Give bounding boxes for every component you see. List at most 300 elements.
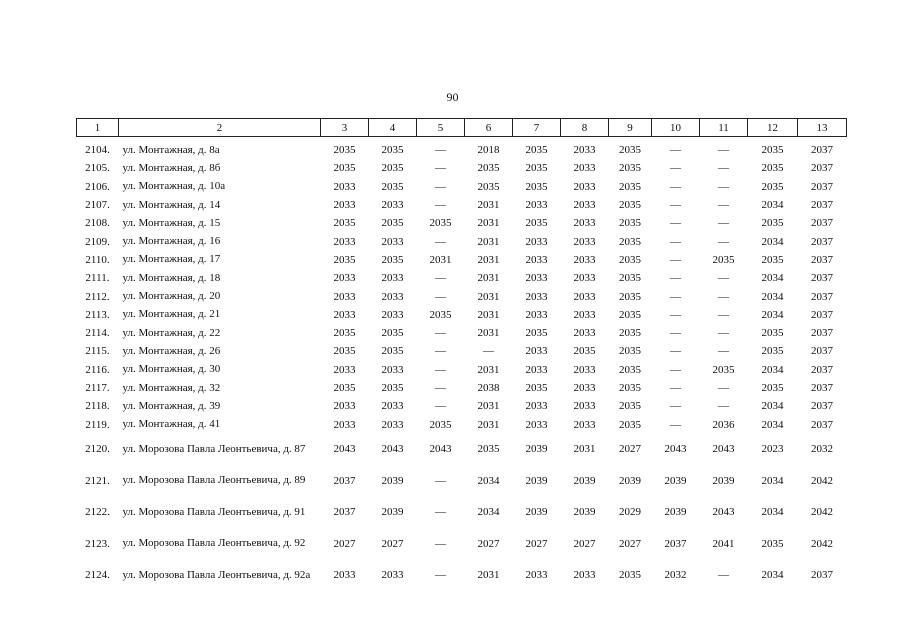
- year-cell-col-4: 2027: [381, 537, 404, 550]
- year-cell-col-7: 2035: [525, 327, 548, 340]
- year-cell-col-13: 2042: [811, 506, 833, 519]
- year-cell-col-11: 2043: [712, 506, 735, 519]
- row-number: 2105.: [85, 162, 110, 175]
- year-cell-col-10: —: [670, 418, 681, 431]
- table-row: [77, 269, 847, 287]
- year-cell-col-11: —: [718, 272, 729, 285]
- row-number: 2114.: [85, 327, 110, 340]
- year-cell-col-7: 2033: [525, 418, 548, 431]
- year-cell-col-3: 2033: [333, 180, 356, 193]
- year-cell-col-8: 2033: [573, 327, 596, 340]
- year-cell-col-8: 2033: [573, 418, 596, 431]
- year-cell-col-12: 2034: [761, 308, 784, 321]
- year-cell-col-3: 2035: [333, 327, 356, 340]
- year-cell-col-13: 2037: [811, 235, 833, 248]
- row-number: 2124.: [85, 569, 110, 581]
- year-cell-col-11: —: [718, 308, 729, 321]
- year-cell-col-4: 2035: [381, 253, 404, 266]
- year-cell-col-11: —: [718, 290, 729, 303]
- row-number: 2111.: [85, 272, 110, 285]
- year-cell-col-11: —: [718, 144, 729, 157]
- year-cell-col-5: 2035: [429, 308, 452, 321]
- year-cell-col-9: 2035: [619, 308, 641, 321]
- year-cell-col-10: —: [670, 272, 681, 285]
- year-cell-col-5: —: [435, 537, 446, 550]
- year-cell-col-7: 2035: [525, 180, 548, 193]
- year-cell-col-6: 2031: [477, 400, 500, 413]
- table-row: [77, 361, 847, 379]
- table-row: [77, 559, 847, 590]
- year-cell-col-3: 2033: [333, 308, 356, 321]
- year-cell-col-7: 2033: [525, 363, 548, 376]
- year-cell-col-10: 2032: [664, 569, 687, 581]
- table-row: [77, 196, 847, 214]
- year-cell-col-4: 2035: [381, 382, 404, 394]
- year-cell-col-12: 2034: [761, 272, 784, 285]
- table-row: [77, 306, 847, 324]
- page-number: 90: [446, 90, 459, 104]
- year-cell-col-4: 2035: [381, 327, 404, 340]
- year-cell-col-11: —: [718, 235, 729, 248]
- column-header-4: 4: [369, 119, 417, 137]
- year-cell-col-7: 2033: [525, 345, 548, 358]
- year-cell-col-12: 2035: [761, 345, 784, 358]
- year-cell-col-9: 2035: [619, 180, 641, 193]
- column-header-8: 8: [561, 119, 609, 137]
- year-cell-col-13: 2037: [811, 345, 833, 358]
- year-cell-col-3: 2035: [333, 217, 356, 230]
- row-number: 2104.: [85, 144, 110, 157]
- year-cell-col-3: 2037: [333, 474, 356, 487]
- year-cell-col-11: 2041: [712, 537, 735, 550]
- year-cell-col-7: 2027: [525, 537, 548, 550]
- row-number: 2116.: [85, 363, 110, 376]
- address-cell: ул. Морозова Павла Леонтьевича, д. 91: [122, 505, 306, 518]
- year-cell-col-6: 2031: [477, 199, 500, 212]
- year-cell-col-7: 2039: [525, 443, 548, 456]
- address-cell: ул. Монтажная, д. 20: [122, 290, 221, 303]
- year-cell-col-11: —: [718, 569, 729, 581]
- year-cell-col-7: 2035: [525, 144, 548, 157]
- year-cell-col-7: 2033: [525, 199, 548, 212]
- year-cell-col-3: 2033: [333, 272, 356, 285]
- year-cell-col-11: 2035: [712, 363, 735, 376]
- row-number: 2115.: [85, 345, 110, 358]
- year-cell-col-10: —: [670, 382, 681, 394]
- year-cell-col-10: —: [670, 327, 681, 340]
- year-cell-col-13: 2037: [811, 272, 833, 285]
- year-cell-col-5: —: [435, 327, 446, 340]
- year-cell-col-9: 2035: [619, 217, 641, 230]
- year-cell-col-7: 2035: [525, 217, 548, 230]
- year-cell-col-4: 2033: [381, 308, 404, 321]
- year-cell-col-7: 2033: [525, 272, 548, 285]
- year-cell-col-13: 2037: [811, 400, 833, 413]
- year-cell-col-12: 2034: [761, 400, 784, 413]
- year-cell-col-3: 2033: [333, 400, 356, 413]
- year-cell-col-13: 2037: [811, 144, 833, 157]
- table-row: [77, 159, 847, 177]
- year-cell-col-13: 2037: [811, 382, 833, 394]
- year-cell-col-7: 2033: [525, 400, 548, 413]
- year-cell-col-8: 2039: [573, 506, 596, 519]
- year-cell-col-8: 2033: [573, 162, 596, 175]
- address-cell: ул. Монтажная, д. 10а: [122, 180, 226, 193]
- year-cell-col-12: 2034: [761, 474, 784, 487]
- year-cell-col-9: 2039: [619, 474, 641, 487]
- year-cell-col-5: —: [435, 400, 446, 413]
- year-cell-col-10: —: [670, 290, 681, 303]
- year-cell-col-8: 2033: [573, 272, 596, 285]
- year-cell-col-5: —: [435, 382, 446, 394]
- year-cell-col-13: 2037: [811, 327, 833, 340]
- row-number: 2108.: [85, 217, 110, 230]
- year-cell-col-5: —: [435, 569, 446, 581]
- year-cell-col-8: 2033: [573, 290, 596, 303]
- column-header-2: 2: [119, 119, 321, 137]
- year-cell-col-6: 2038: [477, 382, 500, 394]
- year-cell-col-10: —: [670, 363, 681, 376]
- column-header-13: 13: [798, 119, 847, 137]
- table-row: [77, 528, 847, 559]
- address-cell: ул. Морозова Павла Леонтьевича, д. 92а: [122, 568, 311, 581]
- year-cell-col-4: 2033: [381, 235, 404, 248]
- year-cell-col-11: —: [718, 217, 729, 230]
- year-cell-col-5: 2035: [429, 217, 452, 230]
- year-cell-col-5: —: [435, 272, 446, 285]
- row-number: 2106.: [85, 180, 110, 193]
- year-cell-col-8: 2033: [573, 382, 596, 394]
- column-header-5: 5: [417, 119, 465, 137]
- year-cell-col-12: 2035: [761, 253, 784, 266]
- year-cell-col-6: 2018: [477, 144, 500, 157]
- year-cell-col-8: 2027: [573, 537, 596, 550]
- year-cell-col-10: —: [670, 253, 681, 266]
- row-number: 2110.: [85, 253, 110, 266]
- address-cell: ул. Монтажная, д. 41: [122, 418, 221, 431]
- year-cell-col-6: 2035: [477, 180, 500, 193]
- year-cell-col-8: 2035: [573, 345, 596, 358]
- column-header-6: 6: [465, 119, 513, 137]
- year-cell-col-3: 2035: [333, 253, 356, 266]
- year-cell-col-13: 2042: [811, 537, 833, 550]
- year-cell-col-13: 2037: [811, 308, 833, 321]
- row-number: 2118.: [85, 400, 110, 413]
- year-cell-col-10: —: [670, 345, 681, 358]
- year-cell-col-7: 2039: [525, 506, 548, 519]
- year-cell-col-13: 2037: [811, 199, 833, 212]
- year-cell-col-3: 2035: [333, 382, 356, 394]
- year-cell-col-9: 2035: [619, 418, 641, 431]
- year-cell-col-6: 2031: [477, 235, 500, 248]
- year-cell-col-11: —: [718, 199, 729, 212]
- year-cell-col-5: —: [435, 474, 446, 487]
- year-cell-col-9: 2035: [619, 400, 641, 413]
- year-cell-col-12: 2034: [761, 506, 784, 519]
- year-cell-col-3: 2033: [333, 363, 356, 376]
- year-cell-col-10: —: [670, 400, 681, 413]
- year-cell-col-11: 2036: [712, 418, 735, 431]
- year-cell-col-4: 2033: [381, 290, 404, 303]
- year-cell-col-13: 2037: [811, 418, 833, 431]
- year-cell-col-10: —: [670, 308, 681, 321]
- year-cell-col-6: 2031: [477, 253, 500, 266]
- year-cell-col-9: 2035: [619, 199, 641, 212]
- column-header-11: 11: [700, 119, 748, 137]
- year-cell-col-10: —: [670, 235, 681, 248]
- year-cell-col-7: 2039: [525, 474, 548, 487]
- year-cell-col-7: 2033: [525, 235, 548, 248]
- column-header-3: 3: [321, 119, 369, 137]
- year-cell-col-13: 2042: [811, 474, 833, 487]
- year-cell-col-10: —: [670, 180, 681, 193]
- data-table: [76, 118, 847, 591]
- year-cell-col-8: 2033: [573, 217, 596, 230]
- table-row: [77, 232, 847, 250]
- year-cell-col-12: 2035: [761, 537, 784, 550]
- address-cell: ул. Монтажная, д. 30: [122, 363, 221, 376]
- year-cell-col-12: 2034: [761, 569, 784, 581]
- address-cell: ул. Монтажная, д. 8а: [122, 143, 220, 156]
- year-cell-col-8: 2033: [573, 308, 596, 321]
- column-header-1: 1: [77, 119, 119, 137]
- table-row: [77, 214, 847, 232]
- year-cell-col-5: 2043: [429, 443, 452, 456]
- year-cell-col-6: —: [483, 345, 494, 358]
- year-cell-col-8: 2031: [573, 443, 596, 456]
- row-number: 2109.: [85, 235, 110, 248]
- year-cell-col-11: —: [718, 382, 729, 394]
- year-cell-col-10: —: [670, 217, 681, 230]
- year-cell-col-7: 2033: [525, 308, 548, 321]
- table-row: [77, 137, 847, 160]
- year-cell-col-9: 2027: [619, 443, 641, 456]
- year-cell-col-12: 2034: [761, 290, 784, 303]
- year-cell-col-3: 2033: [333, 418, 356, 431]
- year-cell-col-6: 2031: [477, 272, 500, 285]
- table-row: [77, 497, 847, 528]
- year-cell-col-4: 2035: [381, 345, 404, 358]
- year-cell-col-12: 2034: [761, 418, 784, 431]
- year-cell-col-10: 2039: [664, 474, 687, 487]
- address-cell: ул. Монтажная, д. 32: [122, 381, 221, 394]
- year-cell-col-5: —: [435, 199, 446, 212]
- year-cell-col-11: —: [718, 345, 729, 358]
- address-cell: ул. Монтажная, д. 39: [122, 399, 221, 412]
- year-cell-col-5: —: [435, 290, 446, 303]
- year-cell-col-12: 2023: [761, 443, 784, 456]
- address-cell: ул. Монтажная, д. 15: [122, 216, 221, 229]
- table-row: [77, 415, 847, 433]
- year-cell-col-8: 2033: [573, 180, 596, 193]
- year-cell-col-11: 2043: [712, 443, 735, 456]
- year-cell-col-10: 2037: [664, 537, 687, 550]
- year-cell-col-11: 2035: [712, 253, 735, 266]
- year-cell-col-13: 2037: [811, 162, 833, 175]
- year-cell-col-3: 2035: [333, 162, 356, 175]
- address-cell: ул. Монтажная, д. 21: [122, 308, 221, 321]
- year-cell-col-8: 2039: [573, 474, 596, 487]
- column-header-7: 7: [513, 119, 561, 137]
- year-cell-col-10: —: [670, 162, 681, 175]
- year-cell-col-5: 2031: [429, 253, 452, 266]
- year-cell-col-5: —: [435, 144, 446, 157]
- address-cell: ул. Морозова Павла Леонтьевича, д. 87: [122, 442, 306, 455]
- row-number: 2113.: [85, 308, 110, 321]
- year-cell-col-9: 2029: [619, 506, 641, 519]
- year-cell-col-4: 2033: [381, 363, 404, 376]
- year-cell-col-4: 2035: [381, 180, 404, 193]
- year-cell-col-6: 2035: [477, 162, 500, 175]
- address-cell: ул. Морозова Павла Леонтьевича, д. 92: [122, 537, 306, 550]
- year-cell-col-12: 2035: [761, 180, 784, 193]
- row-number: 2120.: [85, 443, 110, 456]
- year-cell-col-7: 2035: [525, 382, 548, 394]
- year-cell-col-8: 2033: [573, 400, 596, 413]
- table-row: [77, 379, 847, 397]
- year-cell-col-8: 2033: [573, 199, 596, 212]
- year-cell-col-3: 2035: [333, 345, 356, 358]
- year-cell-col-5: —: [435, 235, 446, 248]
- year-cell-col-9: 2035: [619, 569, 641, 581]
- header-row: [77, 119, 847, 137]
- address-cell: ул. Монтажная, д. 8б: [122, 161, 221, 174]
- year-cell-col-9: 2035: [619, 144, 641, 157]
- year-cell-col-9: 2035: [619, 290, 641, 303]
- year-cell-col-4: 2035: [381, 144, 404, 157]
- year-cell-col-9: 2035: [619, 272, 641, 285]
- table-body: [77, 137, 847, 591]
- year-cell-col-4: 2035: [381, 217, 404, 230]
- year-cell-col-3: 2033: [333, 235, 356, 248]
- row-number: 2122.: [85, 506, 110, 519]
- year-cell-col-9: 2035: [619, 253, 641, 266]
- address-cell: ул. Монтажная, д. 18: [122, 271, 221, 284]
- year-cell-col-8: 2033: [573, 235, 596, 248]
- year-cell-col-4: 2043: [381, 443, 404, 456]
- year-cell-col-6: 2034: [477, 474, 500, 487]
- year-cell-col-7: 2033: [525, 253, 548, 266]
- year-cell-col-11: —: [718, 327, 729, 340]
- year-cell-col-13: 2037: [811, 569, 833, 581]
- year-cell-col-3: 2043: [333, 443, 356, 456]
- year-cell-col-8: 2033: [573, 569, 596, 581]
- year-cell-col-4: 2039: [381, 506, 404, 519]
- table-row: [77, 342, 847, 360]
- table-row: [77, 251, 847, 269]
- year-cell-col-3: 2033: [333, 569, 356, 581]
- year-cell-col-5: 2035: [429, 418, 452, 431]
- year-cell-col-13: 2037: [811, 363, 833, 376]
- year-cell-col-4: 2035: [381, 162, 404, 175]
- year-cell-col-8: 2033: [573, 363, 596, 376]
- table-row: [77, 178, 847, 196]
- year-cell-col-6: 2031: [477, 217, 500, 230]
- year-cell-col-13: 2037: [811, 217, 833, 230]
- address-cell: ул. Монтажная, д. 26: [122, 344, 221, 357]
- year-cell-col-6: 2031: [477, 569, 500, 581]
- year-cell-col-12: 2035: [761, 327, 784, 340]
- year-cell-col-6: 2035: [477, 443, 500, 456]
- row-number: 2121.: [85, 474, 110, 487]
- year-cell-col-9: 2035: [619, 363, 641, 376]
- year-cell-col-10: 2043: [664, 443, 687, 456]
- year-cell-col-12: 2034: [761, 235, 784, 248]
- year-cell-col-5: —: [435, 162, 446, 175]
- year-cell-col-7: 2033: [525, 569, 548, 581]
- column-header-10: 10: [652, 119, 700, 137]
- column-header-9: 9: [609, 119, 652, 137]
- address-cell: ул. Монтажная, д. 16: [122, 235, 221, 248]
- year-cell-col-5: —: [435, 180, 446, 193]
- year-cell-col-13: 2037: [811, 290, 833, 303]
- year-cell-col-6: 2031: [477, 418, 500, 431]
- year-cell-col-6: 2031: [477, 290, 500, 303]
- table-row: [77, 397, 847, 415]
- year-cell-col-12: 2034: [761, 199, 784, 212]
- year-cell-col-3: 2037: [333, 506, 356, 519]
- year-cell-col-8: 2033: [573, 144, 596, 157]
- row-number: 2107.: [85, 199, 110, 212]
- year-cell-col-3: 2027: [333, 537, 356, 550]
- year-cell-col-4: 2033: [381, 400, 404, 413]
- year-cell-col-4: 2033: [381, 569, 404, 581]
- year-cell-col-6: 2031: [477, 363, 500, 376]
- table-row: [77, 465, 847, 496]
- address-cell: ул. Монтажная, д. 17: [122, 253, 221, 266]
- row-number: 2112.: [85, 290, 110, 303]
- year-cell-col-11: 2039: [712, 474, 735, 487]
- year-cell-col-11: —: [718, 400, 729, 413]
- year-cell-col-12: 2035: [761, 382, 784, 394]
- address-cell: ул. Монтажная, д. 14: [122, 198, 221, 211]
- address-cell: ул. Монтажная, д. 22: [122, 326, 221, 339]
- year-cell-col-12: 2035: [761, 162, 784, 175]
- year-cell-col-4: 2033: [381, 418, 404, 431]
- year-cell-col-6: 2034: [477, 506, 500, 519]
- year-cell-col-6: 2027: [477, 537, 500, 550]
- year-cell-col-4: 2033: [381, 272, 404, 285]
- row-number: 2119.: [85, 418, 110, 431]
- year-cell-col-9: 2035: [619, 382, 641, 394]
- address-cell: ул. Морозова Павла Леонтьевича, д. 89: [122, 474, 306, 487]
- year-cell-col-9: 2035: [619, 235, 641, 248]
- year-cell-col-9: 2035: [619, 327, 641, 340]
- year-cell-col-5: —: [435, 345, 446, 358]
- year-cell-col-9: 2035: [619, 162, 641, 175]
- row-number: 2117.: [85, 382, 110, 394]
- year-cell-col-13: 2032: [811, 443, 833, 456]
- year-cell-col-10: 2039: [664, 506, 687, 519]
- year-cell-col-3: 2035: [333, 144, 356, 157]
- year-cell-col-7: 2035: [525, 162, 548, 175]
- year-cell-col-3: 2033: [333, 199, 356, 212]
- year-cell-col-13: 2037: [811, 180, 833, 193]
- year-cell-col-9: 2035: [619, 345, 641, 358]
- table-row: [77, 324, 847, 342]
- year-cell-col-3: 2033: [333, 290, 356, 303]
- table-row: [77, 287, 847, 305]
- year-cell-col-10: —: [670, 199, 681, 212]
- year-cell-col-12: 2034: [761, 363, 784, 376]
- year-cell-col-4: 2033: [381, 199, 404, 212]
- year-cell-col-8: 2033: [573, 253, 596, 266]
- year-cell-col-10: —: [670, 144, 681, 157]
- table-row: [77, 434, 847, 465]
- year-cell-col-13: 2037: [811, 253, 833, 266]
- year-cell-col-11: —: [718, 180, 729, 193]
- year-cell-col-6: 2031: [477, 327, 500, 340]
